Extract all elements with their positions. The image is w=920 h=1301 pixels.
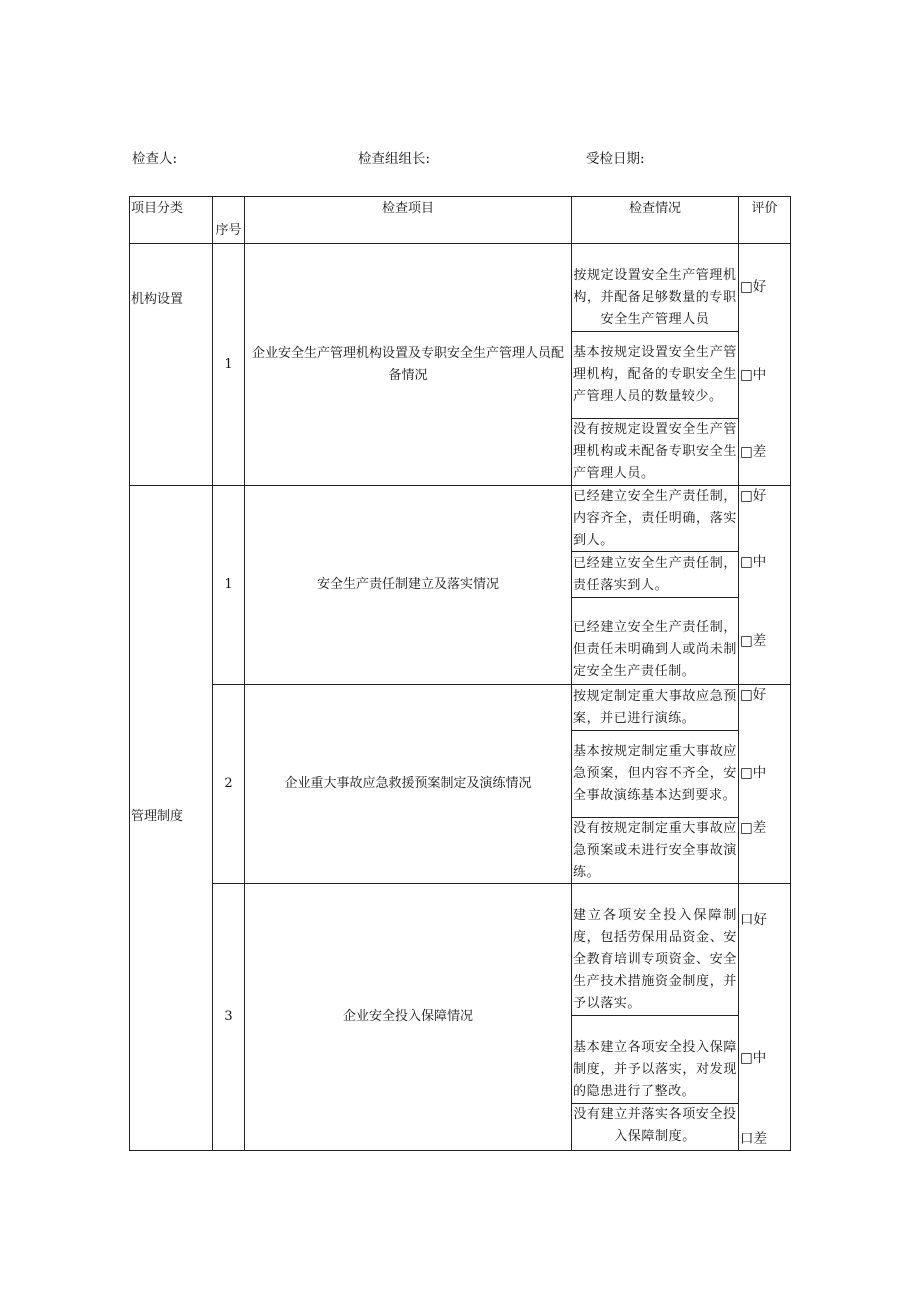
inspector-label: 检查人: [132, 151, 178, 167]
situation-text: 按规定设置安全生产管理机构，并配备足够数量的专职安全生产管理人员 [573, 268, 737, 327]
item-cell: 企业安全投入保障情况 [342, 1009, 473, 1024]
seq-cell: 1 [224, 356, 233, 372]
rating-checkbox[interactable]: 口差 [740, 1131, 767, 1147]
situation-cell [573, 332, 737, 418]
rating-checkbox[interactable]: □好 [740, 488, 767, 504]
situation-cell [573, 1104, 737, 1148]
table-border-left [129, 196, 130, 1151]
seq-cell: 3 [224, 1009, 233, 1024]
rating-checkbox[interactable]: □差 [740, 820, 767, 836]
situation-cell [573, 904, 737, 1015]
rating-checkbox[interactable]: 口好 [740, 912, 767, 928]
table-line-rating-left [738, 196, 739, 1151]
inspection-date-label: 受检日期: [586, 151, 645, 167]
rating-checkbox[interactable]: □差 [740, 444, 767, 460]
table-border-bottom [129, 1150, 791, 1151]
situation-text: 已经建立安全生产责任制，但责任未明确到人或尚未制定安全生产责任制。 [573, 620, 737, 679]
item-cell: 安全生产责任制建立及落实情况 [316, 577, 499, 592]
rating-checkbox[interactable]: □好 [740, 687, 767, 703]
situation-cell [573, 265, 737, 331]
item-cell: 企业安全生产管理机构设置及专职安全生产管理人员配备情况 [251, 345, 564, 383]
table-border-right [790, 196, 791, 1151]
category-cell: 管理制度 [131, 809, 184, 824]
situation-cell [573, 552, 737, 597]
column-header-category: 项目分类 [131, 201, 184, 216]
rating-checkbox[interactable]: □中 [740, 367, 767, 383]
group-leader-label: 检查组组长: [358, 151, 431, 167]
situation-text: 没有建立并落实各项安全投入保障制度。 [573, 1107, 737, 1144]
situation-text: 已经建立安全生产责任制，内容齐全，责任明确，落实到人。 [573, 488, 737, 548]
situation-text: 建立各项安全投入保障制度，包括劳保用品资金、安全教育培训专项资金、安全生产技术措施资金制度，并予以落实。 [573, 907, 737, 1011]
rating-checkbox[interactable]: □好 [740, 279, 767, 295]
situation-text: 按规定制定重大事故应急预案，并已进行演练。 [573, 689, 737, 726]
situation-text: 已经建立安全生产责任制，责任落实到人。 [573, 555, 737, 593]
situation-cell [573, 419, 737, 485]
rating-checkbox[interactable]: □差 [740, 633, 767, 649]
category-cell: 机构设置 [131, 292, 184, 307]
rating-checkbox[interactable]: □中 [740, 765, 767, 781]
situation-cell [573, 818, 737, 883]
rating-checkbox[interactable]: □中 [740, 1050, 767, 1066]
situation-cell [573, 598, 737, 684]
seq-cell: 1 [224, 577, 233, 592]
rating-checkbox[interactable]: □中 [740, 554, 767, 570]
situation-text: 没有按规定制定重大事故应急预案或未进行安全事故演练。 [573, 820, 737, 880]
situation-text: 基本建立各项安全投入保障制度，并予以落实，对发现的隐患进行了整改。 [573, 1040, 737, 1099]
situation-divider [571, 1015, 739, 1016]
seq-cell: 2 [224, 776, 233, 791]
column-header-item: 检查项目 [381, 201, 434, 216]
item-cell: 企业重大事故应急救援预案制定及演练情况 [284, 776, 532, 791]
situation-cell [573, 686, 737, 730]
situation-cell [573, 486, 737, 551]
situation-cell [573, 1037, 737, 1103]
column-header-rating: 评价 [751, 201, 778, 216]
situation-text: 没有按规定设置安全生产管理机构或未配备专职安全生产管理人员。 [573, 422, 737, 481]
table-line-situation-left [571, 196, 572, 1151]
table-border-top [129, 196, 791, 197]
column-header-seq: 序号 [215, 223, 242, 238]
table-line-item-left [244, 196, 245, 1151]
situation-text: 基本按规定制定重大事故应急预案，但内容不齐全，安全事故演练基本达到要求。 [573, 744, 737, 803]
column-header-situation: 检查情况 [628, 201, 681, 216]
situation-cell [573, 731, 737, 817]
situation-text: 基本按规定设置安全生产管理机构，配备的专职安全生产管理人员的数量较少。 [573, 345, 737, 404]
